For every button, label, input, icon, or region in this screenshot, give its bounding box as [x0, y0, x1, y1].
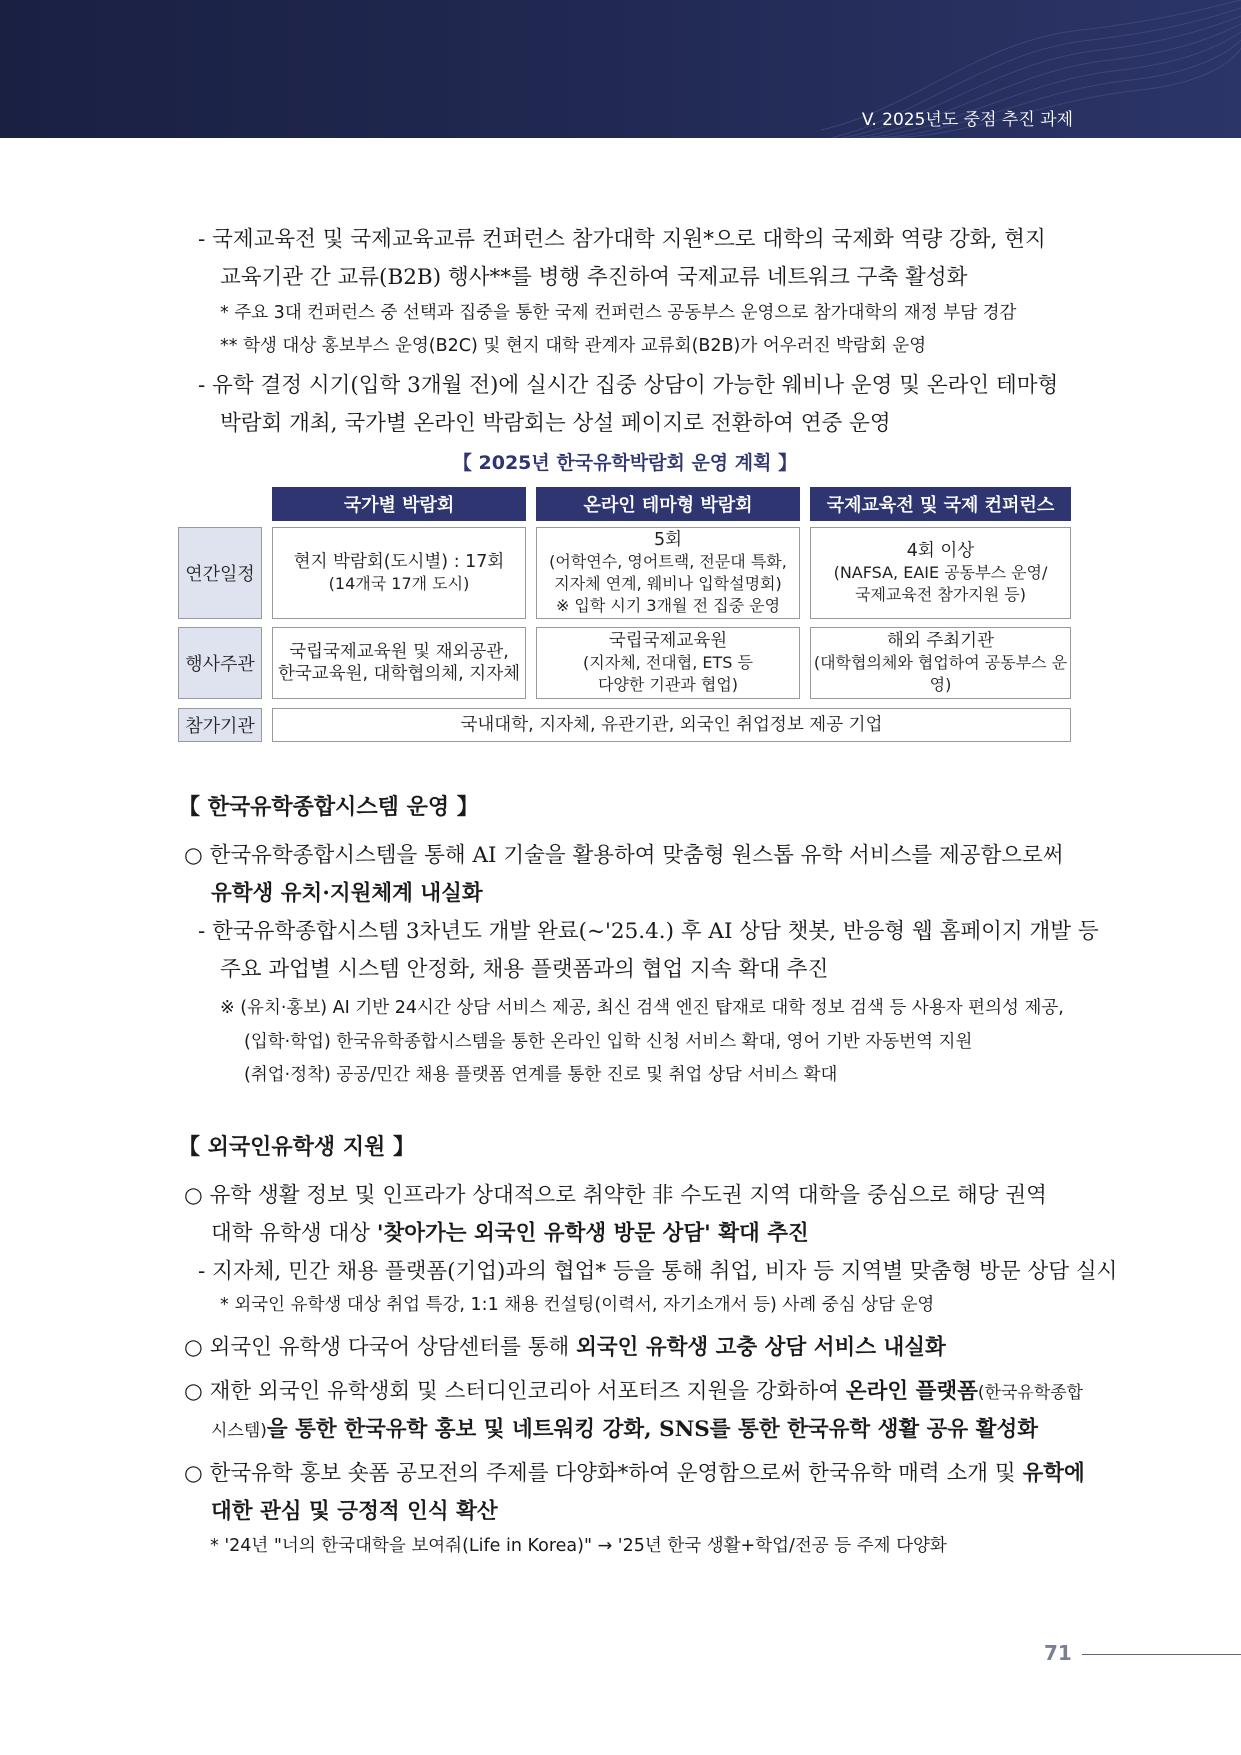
section2-bullet-3a [184, 1374, 1083, 1405]
section-heading-support: 【 외국인유학생 지원 】 [178, 1135, 415, 1160]
section1-dash-1b: 주요 과업별 시스템 안정화, 채용 플랫폼과의 협업 지속 확대 추진 [220, 957, 829, 982]
cell-host-country [272, 627, 526, 699]
section1-ref-3: (취업·정착) 공공/민간 채용 플랫폼 연계를 통한 진로 및 취업 상담 서비스 확대 [244, 1065, 838, 1085]
cell-text: ※ 입학 시기 3개월 전 집중 운영 [555, 596, 781, 615]
cell-text: 국립국제교육원 [608, 631, 728, 651]
page-number: 71 [1044, 1641, 1072, 1665]
text-run-bold: 유학에 [1022, 1461, 1085, 1486]
section2-bullet-4b: 대한 관심 및 긍정적 인식 확산 [211, 1499, 498, 1524]
cell-text: 국제교육전 참가지원 등) [855, 585, 1026, 604]
cell-text: (14개국 17개 도시) [328, 574, 470, 593]
text-run: ○ 한국유학 홍보 숏폼 공모전의 주제를 다양화*하여 운영함으로써 한국유학 매력 소개 및 [184, 1461, 1023, 1486]
text-run: ○ 외국인 유학생 다국어 상담센터를 통해 [184, 1335, 577, 1360]
table-header-online: 온라인 테마형 박람회 [536, 487, 800, 521]
cell-host-conference [810, 627, 1071, 699]
section2-bullet-1a: ○ 유학 생활 정보 및 인프라가 상대적으로 취약한 非 수도권 지역 대학을 중심으로 해당 권역 [184, 1183, 1047, 1208]
cell-text: 다양한 기관과 협업) [597, 675, 739, 694]
row-label-schedule: 연간일정 [178, 527, 262, 619]
text-run-bold: 온라인 플랫폼 [845, 1379, 978, 1404]
cell-text: 4회 이상 [906, 541, 975, 561]
intro-line-1: - 국제교육전 및 국제교육교류 컨퍼런스 참가대학 지원*으로 대학의 국제화 역량 강화, 현지 [198, 227, 1046, 252]
cell-text: (NAFSA, EAIE 공동부스 운영/ [833, 563, 1048, 582]
text-run-small: 시스템) [211, 1421, 267, 1441]
cell-text: 지자체 연계, 웨비나 입학설명회) [554, 574, 782, 593]
table-header-conference: 국제교육전 및 국제 컨퍼런스 [810, 487, 1071, 521]
cell-text: (어학연수, 영어트랙, 전문대 특화, [549, 552, 787, 571]
cell-schedule-conference [810, 527, 1071, 619]
section2-bullet-4a [184, 1456, 1085, 1487]
intro-note-2: ** 학생 대상 홍보부스 운영(B2C) 및 현지 대학 관계자 교류회(B2B)가 어우러진 박람회 운영 [220, 336, 927, 356]
section1-ref-2: (입학·학업) 한국유학종합시스템을 통한 온라인 입학 신청 서비스 확대, 영어 기반 자동번역 지원 [244, 1032, 973, 1052]
cell-text: (지자체, 전대협, ETS 등 [583, 653, 753, 672]
intro-line-4: 박람회 개최, 국가별 온라인 박람회는 상설 페이지로 전환하여 연중 운영 [220, 411, 891, 436]
text-run-small: (한국유학종합 [977, 1383, 1084, 1403]
section1-dash-1a: - 한국유학종합시스템 3차년도 개발 완료(~'25.4.) 후 AI 상담 챗봇, 반응형 웹 홈페이지 개발 등 [198, 919, 1099, 944]
text-run-bold: 외국인 유학생 고충 상담 서비스 내실화 [576, 1335, 946, 1360]
cell-schedule-online [536, 527, 800, 619]
table-title: 【 2025년 한국유학박람회 운영 계획 】 [452, 452, 798, 474]
cell-text: (대학협의체와 협업하여 공동부스 운영) [813, 653, 1068, 694]
section1-bullet-1a: ○ 한국유학종합시스템을 통해 AI 기술을 활용하여 맞춤형 원스톱 유학 서비스를 제공함으로써 [184, 843, 1064, 868]
section2-dash-1: - 지자체, 민간 채용 플랫폼(기업)과의 협업* 등을 통해 취업, 비자 등 지역별 맞춤형 방문 상담 실시 [198, 1259, 1118, 1284]
section2-bullet-3b [211, 1412, 1038, 1443]
intro-note-1: * 주요 3대 컨퍼런스 중 선택과 집중을 통한 국제 컨퍼런스 공동부스 운영으로 참가대학의 재정 부담 경감 [220, 303, 1017, 323]
text-run: ○ 재한 외국인 유학생회 및 스터디인코리아 서포터즈 지원을 강화하여 [184, 1379, 846, 1404]
intro-line-2: 교육기관 간 교류(B2B) 행사**를 병행 추진하여 국제교류 네트워크 구축 활성화 [220, 265, 968, 290]
cell-text: 국립국제교육원 및 재외공관, [289, 642, 509, 662]
cell-text: 해외 주최기관 [887, 631, 994, 651]
text-run-bold: 을 통한 한국유학 홍보 및 네트워킹 강화, SNS를 통한 한국유학 생활 공유 활성화 [266, 1417, 1038, 1442]
chapter-title: V. 2025년도 중점 추진 과제 [861, 110, 1073, 130]
header-banner [0, 0, 1241, 138]
cell-text: 5회 [653, 530, 683, 550]
cell-text: 한국교육원, 대학협의체, 지자체 [277, 664, 520, 684]
section2-bullet-1b [211, 1216, 809, 1247]
section1-bullet-1b: 유학생 유치·지원체계 내실화 [211, 881, 483, 906]
text-run-bold: '찾아가는 외국인 유학생 방문 상담' 확대 추진 [376, 1221, 809, 1246]
cell-schedule-country [272, 527, 526, 619]
section2-note-1: * 외국인 유학생 대상 취업 특강, 1:1 채용 컨설팅(이력서, 자기소개서 등) 사례 중심 상담 운영 [220, 1295, 935, 1315]
intro-line-3: - 유학 결정 시기(입학 3개월 전)에 실시간 집중 상담이 가능한 웨비나 운영 및 온라인 테마형 [198, 373, 1059, 398]
section1-ref-1: ※ (유치·홍보) AI 기반 24시간 상담 서비스 제공, 최신 검색 엔진 탑재로 대학 정보 검색 등 사용자 편의성 제공, [220, 998, 1064, 1018]
cell-host-online [536, 627, 800, 699]
text-run: 대학 유학생 대상 [211, 1221, 377, 1246]
row-label-host: 행사주관 [178, 627, 262, 699]
cell-participants: 국내대학, 지자체, 유관기관, 외국인 취업정보 제공 기업 [272, 708, 1071, 742]
row-label-participants: 참가기관 [178, 708, 262, 742]
table-header-country: 국가별 박람회 [272, 487, 526, 521]
page-number-rule [1082, 1654, 1241, 1655]
section2-note-2: * '24년 "너의 한국대학을 보여줘(Life in Korea)" → '25년 한국 생활+학업/전공 등 주제 다양화 [210, 1536, 947, 1556]
section2-bullet-2 [184, 1330, 946, 1361]
section-heading-system: 【 한국유학종합시스템 운영 】 [178, 795, 479, 820]
cell-text: 현지 박람회(도시별) : 17회 [293, 552, 505, 572]
